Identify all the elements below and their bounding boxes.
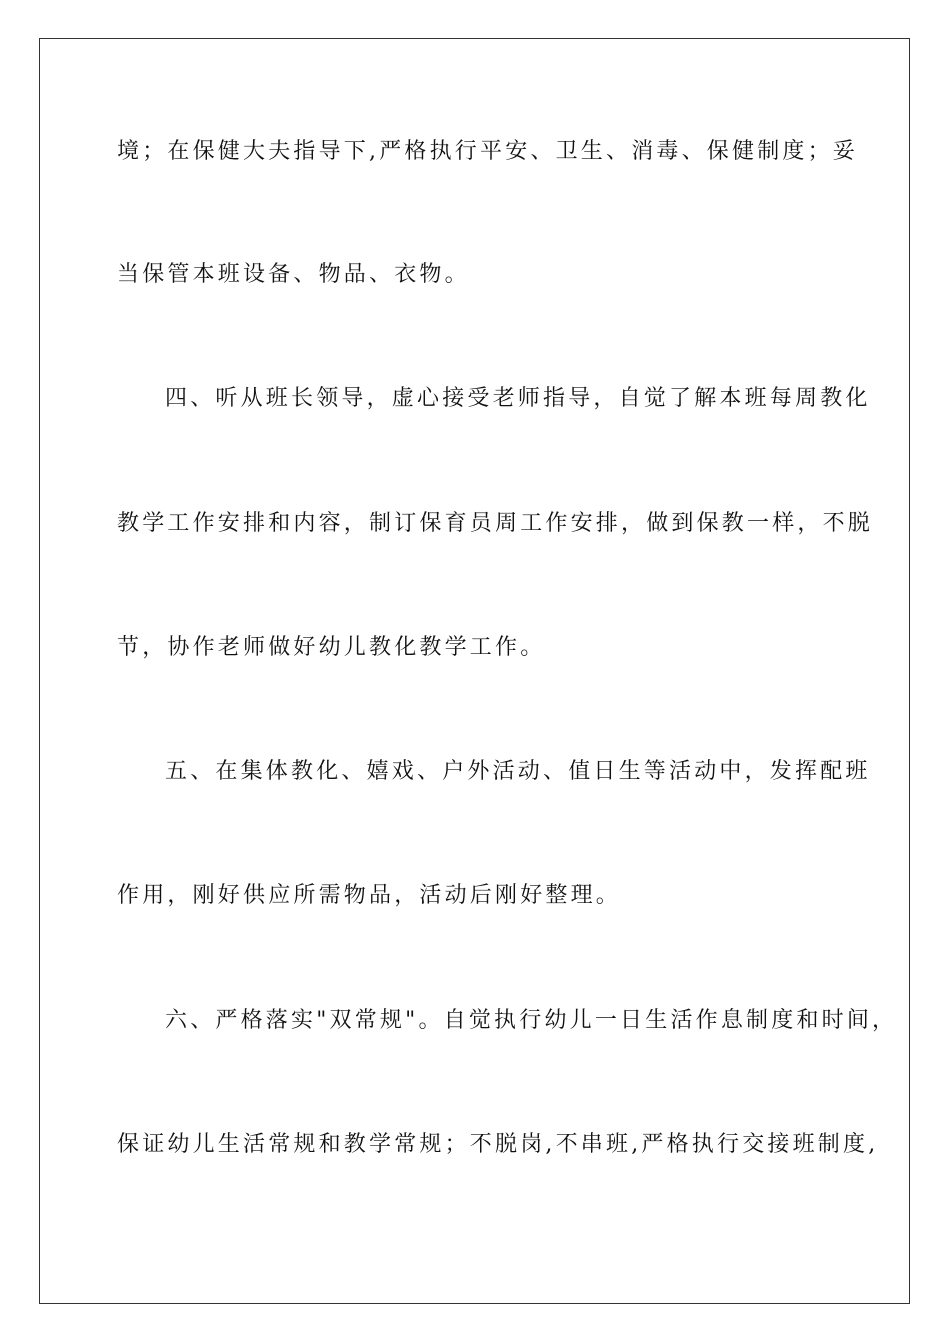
page-border (39, 38, 910, 1304)
paragraph-line-1: 境；在保健大夫指导下,严格执行平安、卫生、消毒、保健制度；妥 (117, 139, 858, 164)
paragraph-line-9: 保证幼儿生活常规和教学常规；不脱岗,不串班,严格执行交接班制度, (117, 1132, 879, 1157)
paragraph-line-8: 六、严格落实"双常规"。自觉执行幼儿一日生活作息制度和时间， (165, 1008, 898, 1033)
paragraph-line-3: 四、听从班长领导，虚心接受老师指导，自觉了解本班每周教化 (165, 386, 871, 411)
paragraph-line-7: 作用，刚好供应所需物品，活动后刚好整理。 (117, 883, 622, 908)
paragraph-line-4: 教学工作安排和内容，制订保育员周工作安排，做到保教一样，不脱 (117, 511, 874, 536)
paragraph-line-5: 节，协作老师做好幼儿教化教学工作。 (117, 635, 546, 660)
paragraph-line-6: 五、在集体教化、嬉戏、户外活动、值日生等活动中，发挥配班 (165, 759, 871, 784)
paragraph-line-2: 当保管本班设备、物品、衣物。 (117, 262, 470, 287)
